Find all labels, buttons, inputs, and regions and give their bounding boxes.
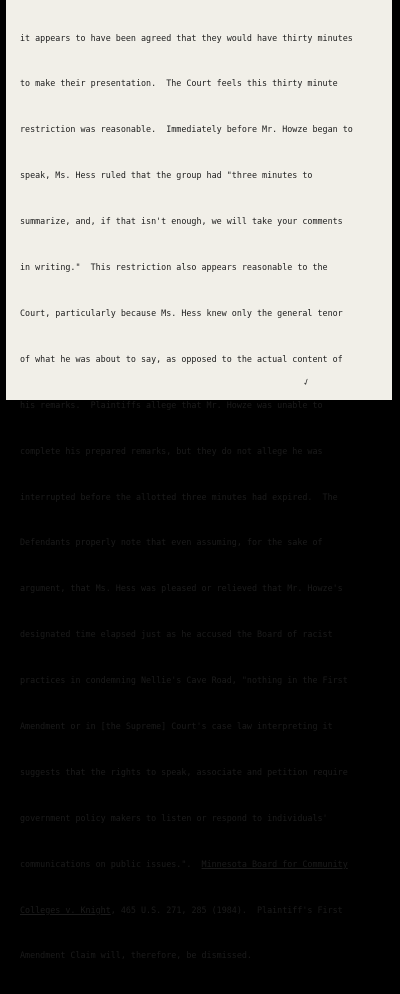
text-line: summarize, and, if that isn't enough, we will take your comments <box>20 216 343 227</box>
text-line: Amendment Claim will, therefore, be dismissed. <box>20 950 252 961</box>
text-line: restriction was reasonable. Immediately before Mr. Howze began to <box>20 124 353 135</box>
text-line: government policy makers to listen or respond to individuals' <box>20 812 328 823</box>
text-line: his remarks. Plaintiffs allege that Mr. Howze was unable to <box>20 399 323 410</box>
text-line: of what he was about to say, as opposed to the actual content of <box>20 353 343 364</box>
case-citation: Colleges v. Knight <box>20 904 111 915</box>
text-line: Amendment or in [the Supreme] Court's case law interpreting it <box>20 720 333 731</box>
text-segment: , 465 U.S. 271, 285 (1984). Plaintiff's First <box>110 904 343 915</box>
text-line <box>20 903 390 918</box>
text-line: complete his prepared remarks, but they do not allege he was <box>20 445 323 456</box>
text-line: Defendants properly note that even assuming, for the sake of <box>20 537 323 548</box>
text-line <box>20 857 390 872</box>
text-line: to make their presentation. The Court feels this thirty minute <box>20 78 338 89</box>
text-line: Court, particularly because Ms. Hess knew only the general tenor <box>20 307 343 318</box>
text-segment: communications on public issues.". <box>20 858 202 869</box>
text-line: speak, Ms. Hess ruled that the group had "three minutes to <box>20 170 313 181</box>
text-line: practices in condemning Nellie's Cave Road, "nothing in the First <box>20 675 348 686</box>
text-line: argument, that Ms. Hess was pleased or relieved that Mr. Howze's <box>20 583 343 594</box>
text-line: interrupted before the allotted three minutes had expired. The <box>20 491 338 502</box>
document-page <box>6 0 392 961</box>
pencil-check-mark: ✓ <box>301 377 313 389</box>
text-line: suggests that the rights to speak, associate and petition require <box>20 766 348 777</box>
text-line: designated time elapsed just as he accused the Board of racist <box>20 629 333 640</box>
case-citation: Minnesota Board for Community <box>201 858 348 869</box>
text-line: it appears to have been agreed that they would have thirty minutes <box>20 32 353 43</box>
body-paragraph <box>20 0 390 994</box>
text-line: in writing." This restriction also appears reasonable to the <box>20 262 328 273</box>
